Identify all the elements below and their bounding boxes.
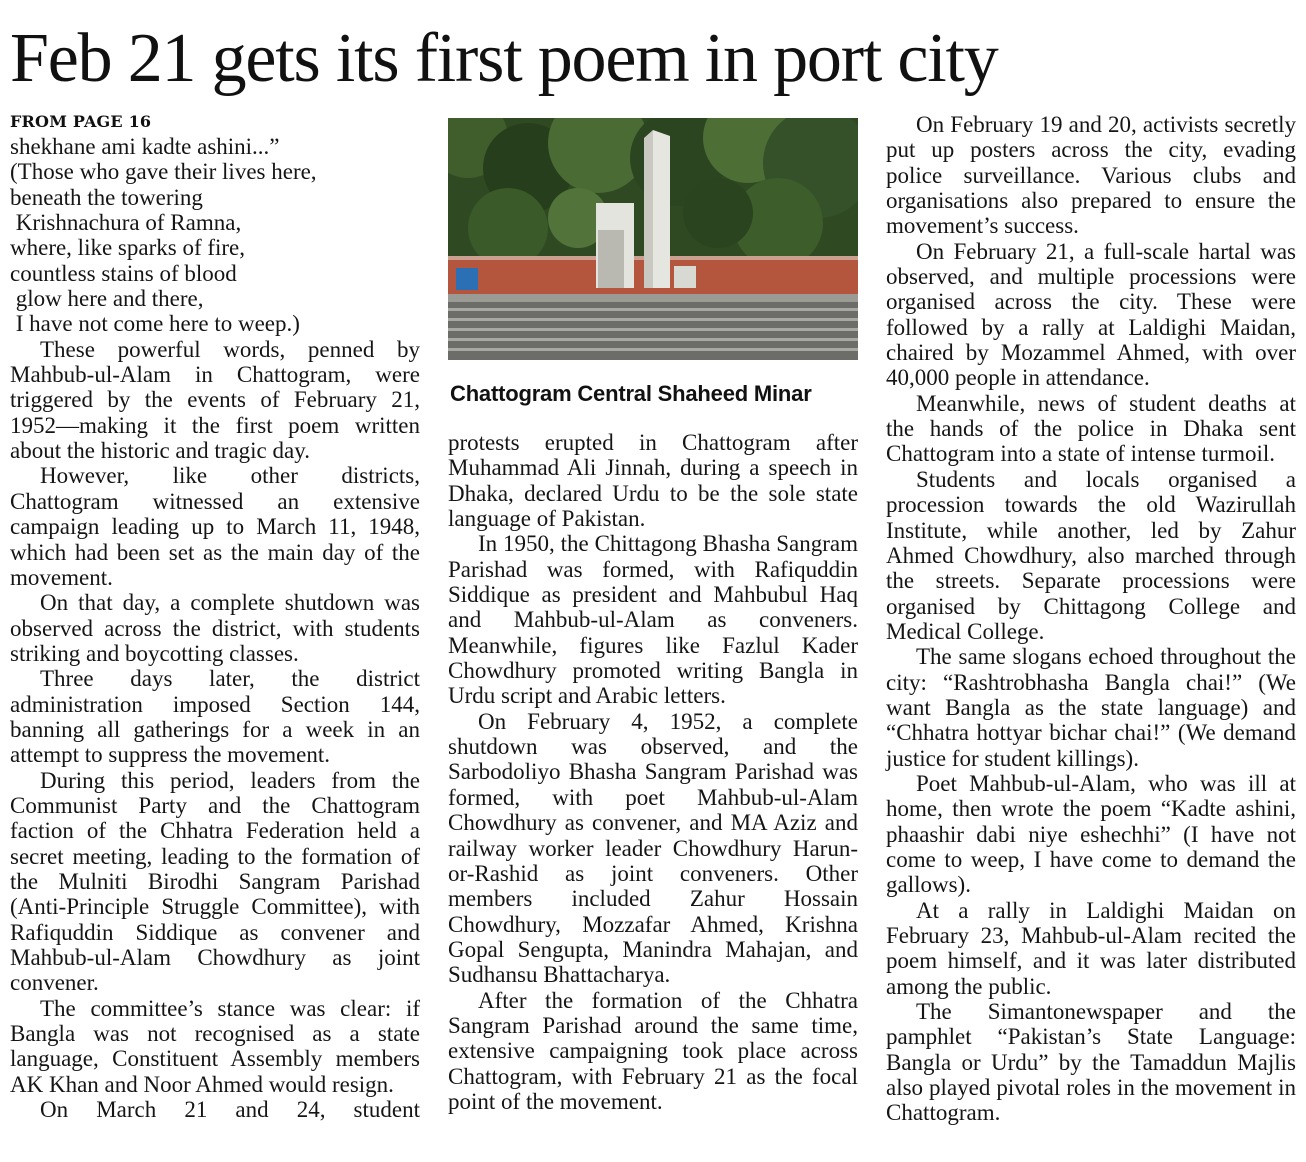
paragraph: At a rally in Laldighi Maidan on February 23, Mahbub-ul-Alam recited the poem himself, and it was later distributed among the public. — [886, 897, 1296, 999]
column-1 — [10, 112, 420, 1122]
photo-caption: Chattogram Central Shaheed Minar — [450, 381, 812, 406]
paragraph: During this period, leaders from the Communist Party and the Chattogram faction of the Chhatra Federation held a secret meeting, leading to the formation of the Mulniti Birodhi Sangram Parishad (Anti-Principle Struggle Committee), with Rafiquddin Siddique as convener and Mahbub-ul-Alam Chowdhury as joint convener. — [10, 767, 420, 996]
paragraph: On February 21, a full-scale hartal was observed, and multiple processions were organised across the city. These were followed by a rally at Laldighi Maidan, chaired by Mozammel Ahmed, with over 40,000 people in attendance. — [886, 238, 1296, 391]
paragraph: Poet Mahbub-ul-Alam, who was ill at home, then wrote the poem “Kadte ashini, phaashir dabi niye eshechhi” (I have not come to weep, I have come to demand the gallows). — [886, 770, 1296, 898]
column-3 — [886, 112, 1296, 1126]
shaheed-minar-photo — [448, 118, 858, 360]
poem-excerpt — [10, 134, 420, 337]
poem-line: where, like sparks of fire, — [10, 235, 246, 261]
paragraph: protests erupted in Chattogram after Muhammad Ali Jinnah, during a speech in Dhaka, declared Urdu to be the sole state language of Pakistan. — [448, 430, 858, 532]
column-3-body — [886, 112, 1296, 1126]
paragraph: On February 19 and 20, activists secretly put up posters across the city, evading police surveillance. Various clubs and organisations also prepared to ensure the movement’s success. — [886, 112, 1296, 239]
paragraph: Meanwhile, news of student deaths at the hands of the police in Dhaka sent Chattogram into a state of intense turmoil. — [886, 390, 1296, 467]
paragraph: The same slogans echoed throughout the city: “Rashtrobhasha Bangla chai!” (We want Bangla as the state language) and “Chhatra hottyar bichar chai!” (We demand justice for student killings). — [886, 644, 1296, 771]
poem-line: beneath the towering — [10, 184, 203, 210]
poem-line: Krishnachura of Ramna, — [10, 210, 242, 236]
poem-line: shekhane ami kadte ashini...” — [10, 134, 280, 159]
poem-line: I have not come here to weep.) — [10, 311, 300, 337]
paragraph: Three days later, the district administration imposed Section 144, banning all gatherings for a week in an attempt to suppress the movement. — [10, 666, 420, 768]
column-2 — [448, 118, 858, 1114]
paragraph: The committee’s stance was clear: if Bangla was not recognised as a state language, Constituent Assembly members AK Khan and Noor Ahmed would resign. — [10, 995, 420, 1097]
paragraph: On February 4, 1952, a complete shutdown was observed, and the Sarbodoliyo Bhasha Sangram Parishad was formed, with poet Mahbub-ul-Alam Chowdhury as convener, and MA Aziz and railway worker leader Chowdhury Harun-or-Rashid as joint conveners. Other members included Zahur Hossain Chowdhury, Mozzafar Ahmed, Krishna Gopal Sengupta, Manindra Mahajan, and Sudhansu Bhattacharya. — [448, 708, 858, 988]
paragraph: On that day, a complete shutdown was observed across the district, with students striking and boycotting classes. — [10, 590, 420, 666]
column-2-body — [448, 430, 858, 1114]
poem-line: glow here and there, — [10, 286, 204, 312]
column-1-body — [10, 337, 420, 1123]
paragraph: On March 21 and 24, student — [40, 1097, 420, 1123]
paragraph: The Simantonewspaper and the pamphlet “Pakistan’s State Language: Bangla or Urdu” by the Tamaddun Majlis also played pivotal roles in the movement in Chattogram. — [886, 999, 1296, 1126]
poem-line: (Those who gave their lives here, — [10, 159, 317, 185]
poem-line: countless stains of blood — [10, 260, 237, 286]
headline: Feb 21 gets its first poem in port city — [10, 20, 998, 97]
paragraph: After the formation of the Chhatra Sangram Parishad around the same time, extensive campaigning took place across Chattogram, with February 21 as the focal point of the movement. — [448, 987, 858, 1114]
paragraph: However, like other districts, Chattogram witnessed an extensive campaign leading up to March 11, 1948, which had been set as the main day of the movement. — [10, 463, 420, 590]
paragraph: Students and locals organised a procession towards the old Wazirullah Institute, while another, led by Zahur Ahmed Chowdhury, also marched through the streets. Separate processions were organised by Chittagong College and Medical College. — [886, 466, 1296, 644]
paragraph: These powerful words, penned by Mahbub-ul-Alam in Chattogram, were triggered by the events of February 21, 1952—making it the first poem written about the historic and tragic day. — [10, 336, 420, 464]
paragraph: In 1950, the Chittagong Bhasha Sangram Parishad was formed, with Rafiquddin Siddique as president and Mahbubul Haq and Mahbub-ul-Alam as conveners. Meanwhile, figures like Fazlul Kader Chowdhury promoted writing Bangla in Urdu script and Arabic letters. — [448, 531, 858, 709]
jump-label: FROM PAGE 16 — [10, 112, 152, 131]
photo-illustration — [448, 118, 858, 360]
